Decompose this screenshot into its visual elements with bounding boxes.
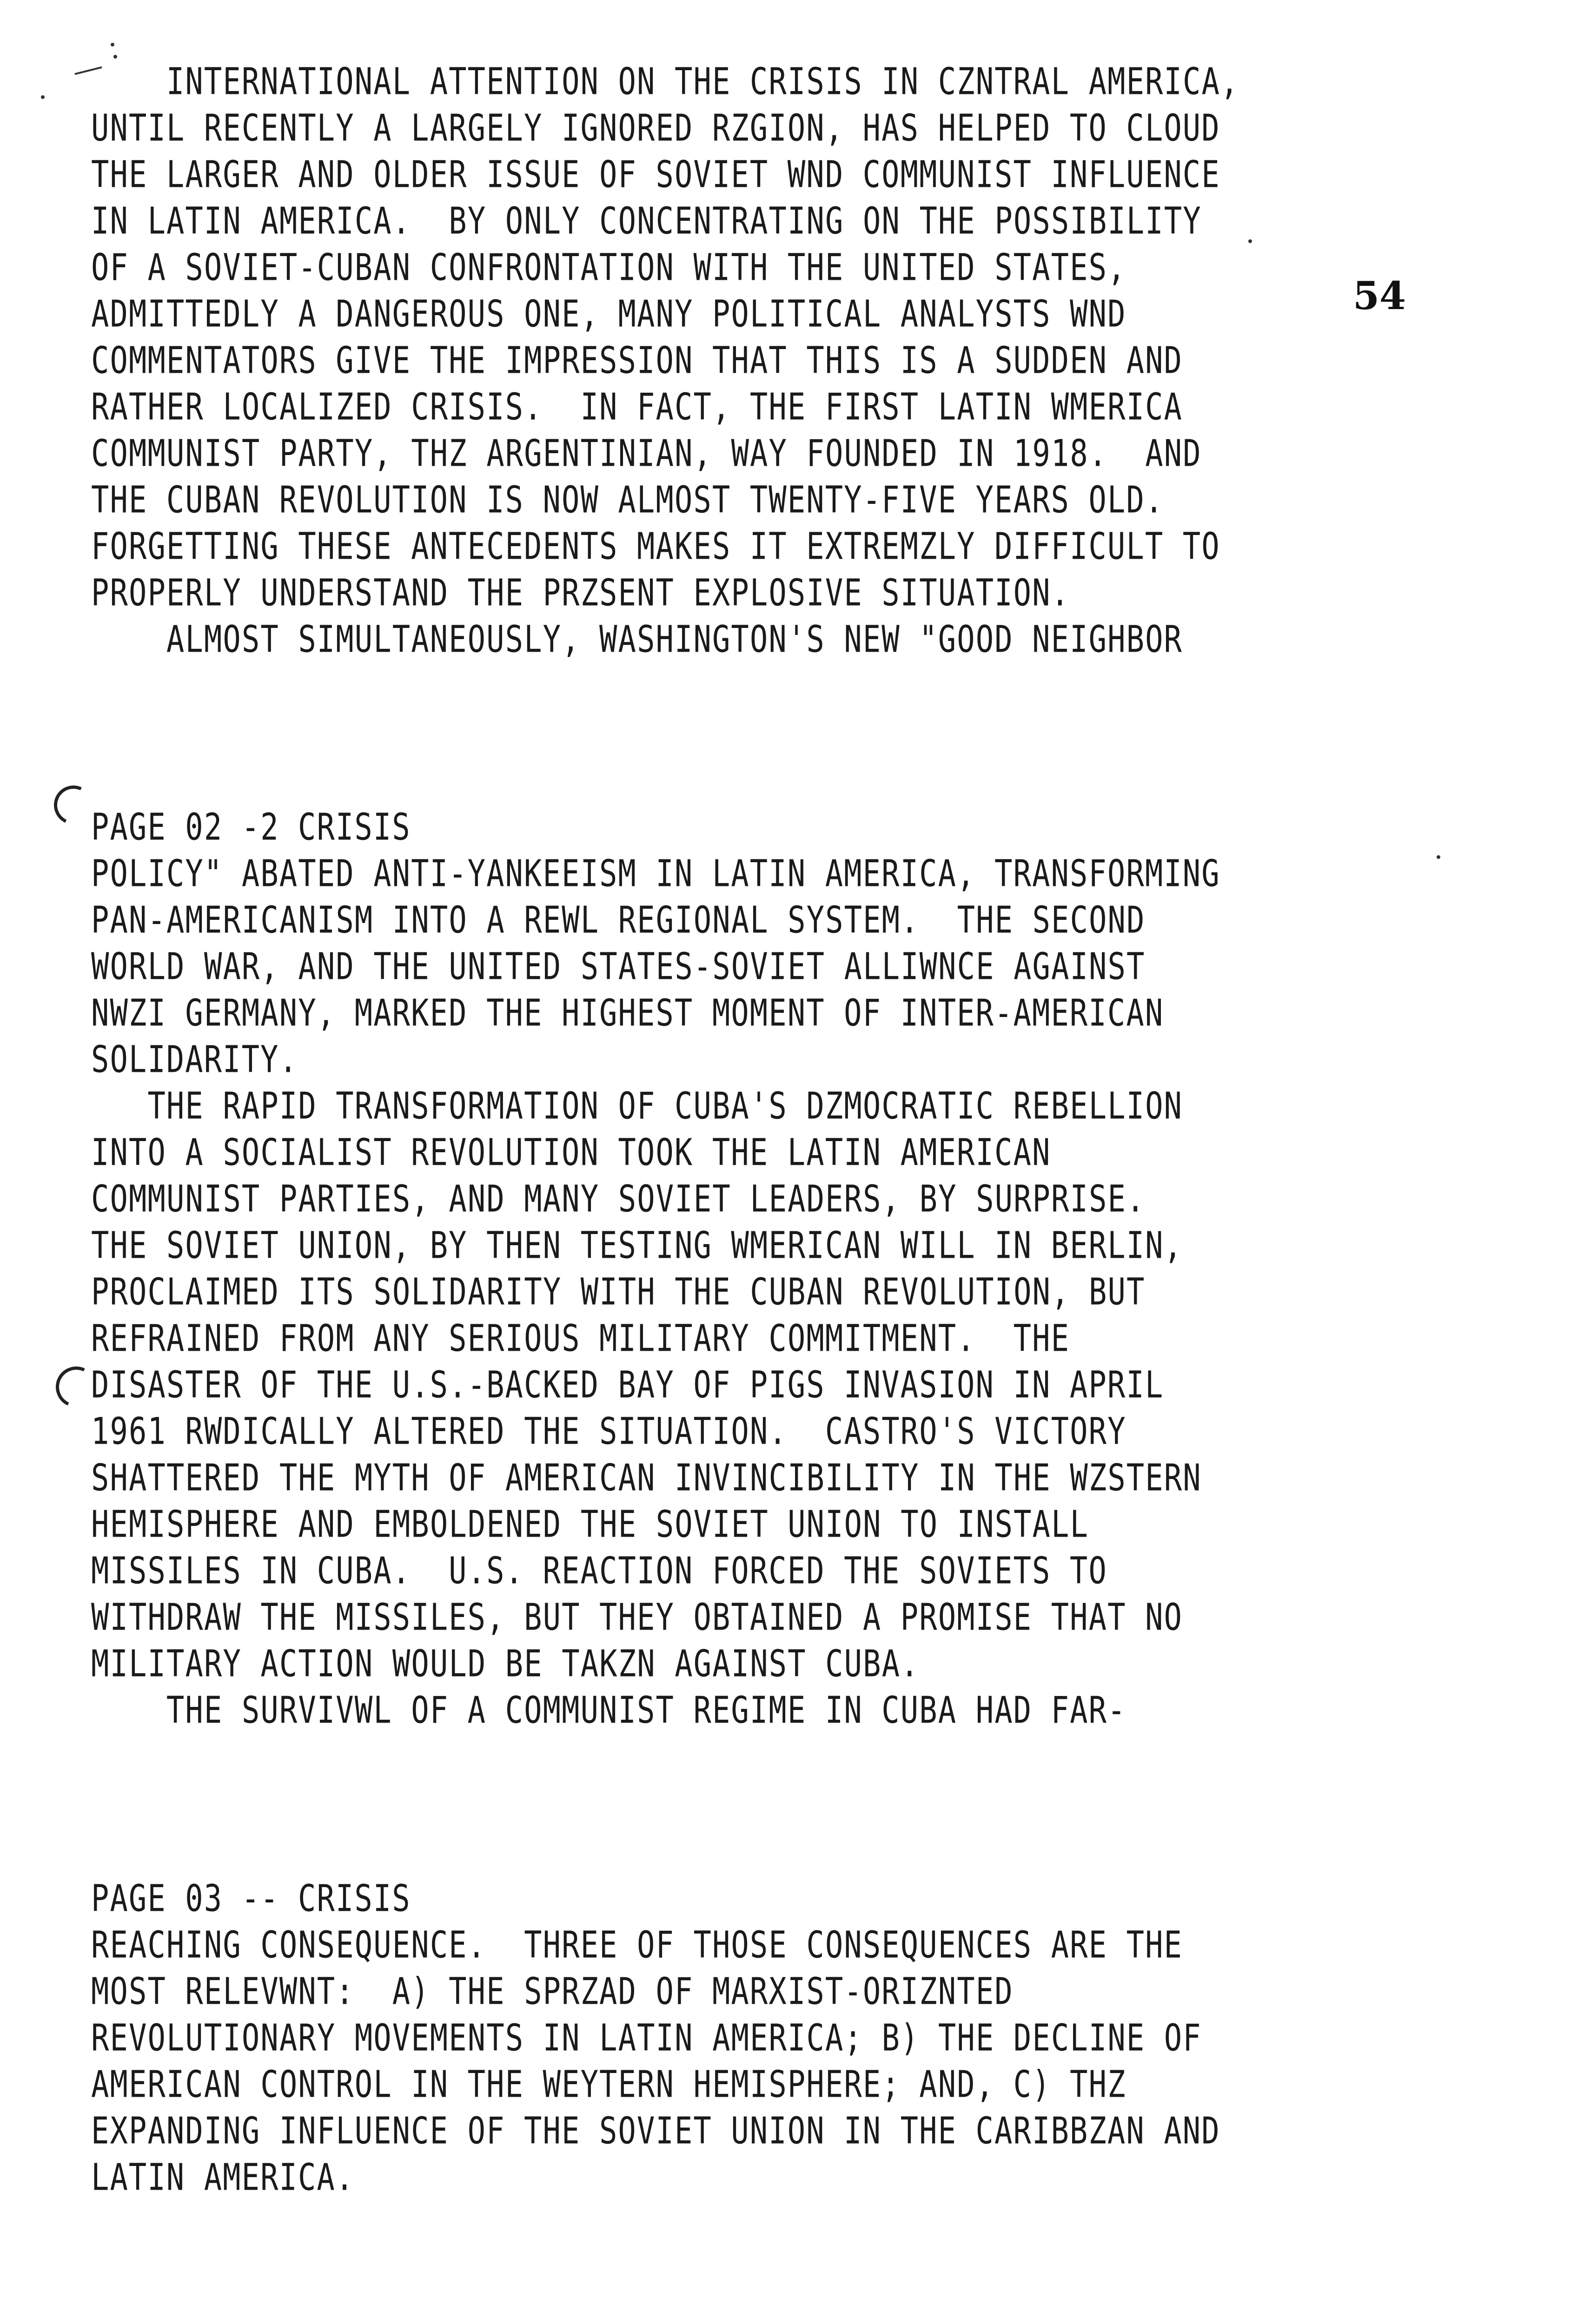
scan-speck [111, 43, 114, 46]
text-line: WORLD WAR, AND THE UNITED STATES-SOVIET ALLIWNCE AGAINST [91, 944, 1146, 988]
text-line: 1961 RWDICALLY ALTERED THE SITUATION. CASTRO'S VICTORY [91, 1409, 1126, 1453]
text-line: PAN-AMERICANISM INTO A REWL REGIONAL SYSTEM. THE SECOND [91, 898, 1146, 942]
text-line: THE SURVIVWL OF A COMMUNIST REGIME IN CUBA HAD FAR- [91, 1688, 1126, 1732]
text-line: UNTIL RECENTLY A LARGELY IGNORED RZGION, HAS HELPED TO CLOUD [91, 106, 1220, 150]
text-line: PROCLAIMED ITS SOLIDARITY WITH THE CUBAN REVOLUTION, BUT [91, 1270, 1146, 1314]
scan-speck [113, 55, 117, 59]
scan-speck [1437, 855, 1440, 859]
text-line: FORGETTING THESE ANTECEDENTS MAKES IT EXTREMZLY DIFFICULT TO [91, 524, 1220, 568]
text-line: ALMOST SIMULTANEOUSLY, WASHINGTON'S NEW "GOOD NEIGHBOR [91, 617, 1183, 661]
text-line: COMMUNIST PARTY, THZ ARGENTINIAN, WAY FOUNDED IN 1918. AND [91, 431, 1202, 475]
text-line: THE CUBAN REVOLUTION IS NOW ALMOST TWENTY-FIVE YEARS OLD. [91, 478, 1164, 522]
text-line: MOST RELEVWNT: A) THE SPRZAD OF MARXIST-ORIZNTED [91, 1969, 1014, 2013]
text-line: THE LARGER AND OLDER ISSUE OF SOVIET WND COMMUNIST INFLUENCE [91, 152, 1220, 196]
text-line: OF A SOVIET-CUBAN CONFRONTATION WITH THE UNITED STATES, [91, 245, 1126, 289]
text-line: AMERICAN CONTROL IN THE WEYTERN HEMISPHERE; AND, C) THZ [91, 2062, 1126, 2106]
text-line: THE SOVIET UNION, BY THEN TESTING WMERICAN WILL IN BERLIN, [91, 1223, 1183, 1267]
text-line: SHATTERED THE MYTH OF AMERICAN INVINCIBILITY IN THE WZSTERN [91, 1456, 1202, 1499]
scan-speck [1248, 239, 1252, 243]
text-line: NWZI GERMANY, MARKED THE HIGHEST MOMENT OF INTER-AMERICAN [91, 991, 1164, 1035]
text-line: MISSILES IN CUBA. U.S. REACTION FORCED THE SOVIETS TO [91, 1549, 1107, 1592]
text-line: EXPANDING INFLUENCE OF THE SOVIET UNION IN THE CARIBBZAN AND [91, 2109, 1220, 2152]
text-line: RATHER LOCALIZED CRISIS. IN FACT, THE FIRST LATIN WMERICA [91, 385, 1183, 429]
text-line: INTERNATIONAL ATTENTION ON THE CRISIS IN CZNTRAL AMERICA, [91, 59, 1239, 103]
page-header: PAGE 02 -2 CRISIS [91, 805, 411, 849]
text-line: LATIN AMERICA. [91, 2155, 355, 2199]
text-line: COMMUNIST PARTIES, AND MANY SOVIET LEADERS, BY SURPRISE. [91, 1177, 1146, 1221]
text-line: WITHDRAW THE MISSILES, BUT THEY OBTAINED A PROMISE THAT NO [91, 1595, 1183, 1639]
text-line: THE RAPID TRANSFORMATION OF CUBA'S DZMOCRATIC REBELLION [91, 1084, 1183, 1128]
text-line: REFRAINED FROM ANY SERIOUS MILITARY COMMITMENT. THE [91, 1316, 1070, 1360]
text-line: POLICY" ABATED ANTI-YANKEEISM IN LATIN AMERICA, TRANSFORMING [91, 852, 1220, 895]
text-line: REVOLUTIONARY MOVEMENTS IN LATIN AMERICA; B) THE DECLINE OF [91, 2016, 1202, 2060]
page-number: 54 [1353, 274, 1406, 318]
text-line: HEMISPHERE AND EMBOLDENED THE SOVIET UNION TO INSTALL [91, 1502, 1089, 1546]
text-line: INTO A SOCIALIST REVOLUTION TOOK THE LATIN AMERICAN [91, 1130, 1051, 1174]
text-line: REACHING CONSEQUENCE. THREE OF THOSE CONSEQUENCES ARE THE [91, 1923, 1183, 1967]
text-line: SOLIDARITY. [91, 1037, 298, 1081]
text-line: PROPERLY UNDERSTAND THE PRZSENT EXPLOSIVE SITUATION. [91, 571, 1070, 614]
text-line: ADMITTEDLY A DANGEROUS ONE, MANY POLITICAL ANALYSTS WND [91, 292, 1126, 336]
page-header: PAGE 03 -- CRISIS [91, 1876, 411, 1920]
text-line: COMMENTATORS GIVE THE IMPRESSION THAT THIS IS A SUDDEN AND [91, 338, 1183, 382]
text-line: DISASTER OF THE U.S.-BACKED BAY OF PIGS INVASION IN APRIL [91, 1363, 1164, 1406]
text-line: IN LATIN AMERICA. BY ONLY CONCENTRATING ON THE POSSIBILITY [91, 199, 1202, 243]
text-line: MILITARY ACTION WOULD BE TAKZN AGAINST CUBA. [91, 1642, 920, 1685]
scan-speck [41, 95, 45, 99]
